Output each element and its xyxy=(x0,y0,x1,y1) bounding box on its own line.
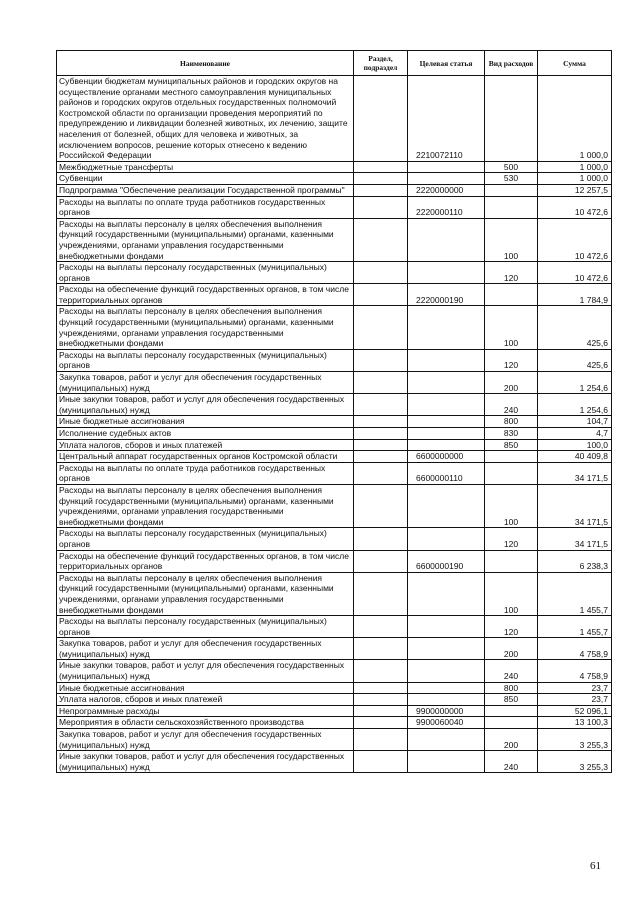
row-article-cell xyxy=(408,428,485,440)
table-row xyxy=(57,218,612,261)
row-name-cell: Иные закупки товаров, работ и услуг для обеспечения государственных (муниципальных) нужд xyxy=(57,394,354,416)
table-row xyxy=(57,717,612,729)
table-header-row xyxy=(57,51,612,76)
row-article-cell: 9900000000 xyxy=(408,705,485,717)
row-section-cell xyxy=(354,161,408,173)
row-section-cell xyxy=(354,751,408,773)
row-section-cell xyxy=(354,572,408,615)
row-kind-cell: 100 xyxy=(485,484,538,527)
row-name-cell: Расходы на выплаты по оплате труда работников государственных органов xyxy=(57,196,354,218)
row-section-cell xyxy=(354,284,408,306)
row-kind-cell xyxy=(485,717,538,729)
row-section-cell xyxy=(354,394,408,416)
row-kind-cell: 120 xyxy=(485,616,538,638)
row-sum-cell: 52 096,1 xyxy=(538,705,612,717)
row-name-cell: Уплата налогов, сборов и иных платежей xyxy=(57,439,354,451)
table-row xyxy=(57,394,612,416)
row-sum-cell: 4 758,9 xyxy=(538,660,612,682)
row-kind-cell xyxy=(485,705,538,717)
row-article-cell: 6600000190 xyxy=(408,550,485,572)
row-sum-cell: 4,7 xyxy=(538,428,612,440)
row-kind-cell xyxy=(485,76,538,162)
header-name: Наименование xyxy=(57,51,354,76)
table-row xyxy=(57,751,612,773)
row-sum-cell: 1 455,7 xyxy=(538,616,612,638)
row-section-cell xyxy=(354,372,408,394)
row-article-cell xyxy=(408,394,485,416)
row-sum-cell: 1 000,0 xyxy=(538,161,612,173)
row-article-cell xyxy=(408,416,485,428)
row-section-cell xyxy=(354,218,408,261)
header-sum: Сумма xyxy=(538,51,612,76)
row-name-cell: Уплата налогов, сборов и иных платежей xyxy=(57,694,354,706)
row-sum-cell: 40 409,8 xyxy=(538,451,612,463)
row-article-cell: 6600000110 xyxy=(408,462,485,484)
table-row xyxy=(57,184,612,196)
row-section-cell xyxy=(354,717,408,729)
row-section-cell xyxy=(354,550,408,572)
table-row xyxy=(57,729,612,751)
row-kind-cell xyxy=(485,284,538,306)
row-sum-cell: 6 238,3 xyxy=(538,550,612,572)
table-row xyxy=(57,638,612,660)
row-kind-cell xyxy=(485,451,538,463)
table-row xyxy=(57,262,612,284)
row-name-cell: Иные бюджетные ассигнования xyxy=(57,416,354,428)
row-article-cell: 2210072110 xyxy=(408,76,485,162)
table-row xyxy=(57,428,612,440)
row-sum-cell: 10 472,6 xyxy=(538,262,612,284)
row-sum-cell: 1 784,9 xyxy=(538,284,612,306)
table-row xyxy=(57,306,612,349)
row-kind-cell: 240 xyxy=(485,394,538,416)
row-sum-cell: 34 171,5 xyxy=(538,462,612,484)
row-name-cell: Расходы на выплаты по оплате труда работников государственных органов xyxy=(57,462,354,484)
row-sum-cell: 1 000,0 xyxy=(538,76,612,162)
row-kind-cell: 850 xyxy=(485,439,538,451)
budget-table xyxy=(56,50,612,773)
row-kind-cell xyxy=(485,462,538,484)
row-article-cell: 2220000190 xyxy=(408,284,485,306)
row-section-cell xyxy=(354,694,408,706)
row-article-cell xyxy=(408,218,485,261)
row-section-cell xyxy=(354,660,408,682)
row-article-cell: 6600000000 xyxy=(408,451,485,463)
table-row xyxy=(57,616,612,638)
row-article-cell xyxy=(408,694,485,706)
table-row xyxy=(57,173,612,185)
row-sum-cell: 34 171,5 xyxy=(538,528,612,550)
header-section: Раздел, подраздел xyxy=(354,51,408,76)
row-section-cell xyxy=(354,638,408,660)
table-row xyxy=(57,372,612,394)
row-sum-cell: 3 255,3 xyxy=(538,729,612,751)
row-article-cell xyxy=(408,372,485,394)
row-article-cell xyxy=(408,439,485,451)
row-sum-cell: 425,6 xyxy=(538,306,612,349)
table-row xyxy=(57,349,612,371)
row-kind-cell: 200 xyxy=(485,372,538,394)
row-name-cell: Расходы на выплаты персоналу государственных (муниципальных) органов xyxy=(57,616,354,638)
row-name-cell: Непрограммные расходы xyxy=(57,705,354,717)
row-name-cell: Исполнение судебных актов xyxy=(57,428,354,440)
row-article-cell xyxy=(408,616,485,638)
row-name-cell: Иные закупки товаров, работ и услуг для обеспечения государственных (муниципальных) нужд xyxy=(57,660,354,682)
row-section-cell xyxy=(354,184,408,196)
row-sum-cell: 23,7 xyxy=(538,682,612,694)
row-kind-cell: 800 xyxy=(485,682,538,694)
row-section-cell xyxy=(354,682,408,694)
row-article-cell xyxy=(408,306,485,349)
row-name-cell: Иные закупки товаров, работ и услуг для обеспечения государственных (муниципальных) нужд xyxy=(57,751,354,773)
table-row xyxy=(57,572,612,615)
row-sum-cell: 1 000,0 xyxy=(538,173,612,185)
row-name-cell: Расходы на выплаты персоналу в целях обеспечения выполнения функций государственными (муниципальными) органами, казенными учреждениями, органами управления государственными внебюджетными фондами xyxy=(57,306,354,349)
row-kind-cell: 240 xyxy=(485,751,538,773)
row-section-cell xyxy=(354,173,408,185)
row-article-cell xyxy=(408,161,485,173)
row-section-cell xyxy=(354,616,408,638)
row-kind-cell: 500 xyxy=(485,161,538,173)
row-section-cell xyxy=(354,451,408,463)
row-kind-cell: 120 xyxy=(485,349,538,371)
row-section-cell xyxy=(354,439,408,451)
row-kind-cell: 850 xyxy=(485,694,538,706)
row-kind-cell: 100 xyxy=(485,218,538,261)
row-kind-cell: 120 xyxy=(485,528,538,550)
row-kind-cell: 100 xyxy=(485,572,538,615)
row-section-cell xyxy=(354,76,408,162)
table-row xyxy=(57,416,612,428)
row-kind-cell: 200 xyxy=(485,729,538,751)
row-article-cell xyxy=(408,729,485,751)
row-section-cell xyxy=(354,416,408,428)
row-sum-cell: 13 100,3 xyxy=(538,717,612,729)
row-name-cell: Мероприятия в области сельскохозяйственного производства xyxy=(57,717,354,729)
header-kind: Вид расходов xyxy=(485,51,538,76)
row-sum-cell: 10 472,6 xyxy=(538,218,612,261)
row-sum-cell: 4 758,9 xyxy=(538,638,612,660)
row-name-cell: Субвенции бюджетам муниципальных районов и городских округов на осуществление органами местного самоуправления муниципальных районов и городских округов отдельных государственных полномочий Костромской области по организации проведения мероприятий по предупреждению и ликвидации болезней животных, их лечению, защите населения от болезней, общих для человека и животных, за исключением вопросов, решение которых отнесено к ведению Российской Федерации xyxy=(57,76,354,162)
row-section-cell xyxy=(354,729,408,751)
row-name-cell: Расходы на выплаты персоналу в целях обеспечения выполнения функций государственными (муниципальными) органами, казенными учреждениями, органами управления государственными внебюджетными фондами xyxy=(57,572,354,615)
row-name-cell: Иные бюджетные ассигнования xyxy=(57,682,354,694)
row-article-cell xyxy=(408,638,485,660)
table-body xyxy=(57,76,612,773)
row-kind-cell xyxy=(485,550,538,572)
row-article-cell: 9900060040 xyxy=(408,717,485,729)
row-kind-cell: 200 xyxy=(485,638,538,660)
row-article-cell xyxy=(408,262,485,284)
table-row xyxy=(57,462,612,484)
row-name-cell: Межбюджетные трансферты xyxy=(57,161,354,173)
table-row xyxy=(57,694,612,706)
row-sum-cell: 10 472,6 xyxy=(538,196,612,218)
row-name-cell: Центральный аппарат государственных органов Костромской области xyxy=(57,451,354,463)
row-article-cell xyxy=(408,349,485,371)
row-name-cell: Субвенции xyxy=(57,173,354,185)
table-row xyxy=(57,439,612,451)
table-row xyxy=(57,196,612,218)
row-section-cell xyxy=(354,262,408,284)
row-kind-cell: 830 xyxy=(485,428,538,440)
row-article-cell xyxy=(408,660,485,682)
row-name-cell: Расходы на выплаты персоналу государственных (муниципальных) органов xyxy=(57,262,354,284)
row-kind-cell: 100 xyxy=(485,306,538,349)
row-name-cell: Расходы на выплаты персоналу в целях обеспечения выполнения функций государственными (муниципальными) органами, казенными учреждениями, органами управления государственными внебюджетными фондами xyxy=(57,218,354,261)
row-section-cell xyxy=(354,349,408,371)
row-sum-cell: 100,0 xyxy=(538,439,612,451)
table-row xyxy=(57,484,612,527)
header-article: Целевая статья xyxy=(408,51,485,76)
row-article-cell xyxy=(408,682,485,694)
row-sum-cell: 23,7 xyxy=(538,694,612,706)
row-name-cell: Подпрограмма "Обеспечение реализации Государственной программы" xyxy=(57,184,354,196)
row-section-cell xyxy=(354,705,408,717)
row-article-cell xyxy=(408,751,485,773)
row-section-cell xyxy=(354,428,408,440)
row-sum-cell: 34 171,5 xyxy=(538,484,612,527)
row-section-cell xyxy=(354,306,408,349)
table-row xyxy=(57,76,612,162)
row-kind-cell: 240 xyxy=(485,660,538,682)
table-row xyxy=(57,161,612,173)
row-name-cell: Расходы на выплаты персоналу в целях обеспечения выполнения функций государственными (муниципальными) органами, казенными учреждениями, органами управления государственными внебюджетными фондами xyxy=(57,484,354,527)
row-sum-cell: 1 254,6 xyxy=(538,394,612,416)
row-article-cell xyxy=(408,572,485,615)
table-row xyxy=(57,451,612,463)
row-section-cell xyxy=(354,196,408,218)
table-row xyxy=(57,528,612,550)
row-article-cell: 2220000110 xyxy=(408,196,485,218)
row-kind-cell xyxy=(485,196,538,218)
row-kind-cell: 530 xyxy=(485,173,538,185)
row-name-cell: Расходы на обеспечение функций государственных органов, в том числе территориальных органов xyxy=(57,550,354,572)
row-kind-cell: 120 xyxy=(485,262,538,284)
row-sum-cell: 425,6 xyxy=(538,349,612,371)
row-name-cell: Закупка товаров, работ и услуг для обеспечения государственных (муниципальных) нужд xyxy=(57,729,354,751)
row-sum-cell: 1 455,7 xyxy=(538,572,612,615)
row-sum-cell: 1 254,6 xyxy=(538,372,612,394)
row-kind-cell: 800 xyxy=(485,416,538,428)
row-article-cell xyxy=(408,173,485,185)
row-name-cell: Расходы на обеспечение функций государственных органов, в том числе территориальных органов xyxy=(57,284,354,306)
row-sum-cell: 3 255,3 xyxy=(538,751,612,773)
table-row xyxy=(57,284,612,306)
page-number: 61 xyxy=(590,860,601,872)
row-section-cell xyxy=(354,462,408,484)
row-section-cell xyxy=(354,484,408,527)
row-name-cell: Закупка товаров, работ и услуг для обеспечения государственных (муниципальных) нужд xyxy=(57,638,354,660)
row-kind-cell xyxy=(485,184,538,196)
table-row xyxy=(57,682,612,694)
row-name-cell: Расходы на выплаты персоналу государственных (муниципальных) органов xyxy=(57,528,354,550)
row-sum-cell: 104,7 xyxy=(538,416,612,428)
row-name-cell: Закупка товаров, работ и услуг для обеспечения государственных (муниципальных) нужд xyxy=(57,372,354,394)
table-row xyxy=(57,550,612,572)
row-name-cell: Расходы на выплаты персоналу государственных (муниципальных) органов xyxy=(57,349,354,371)
row-article-cell xyxy=(408,484,485,527)
table-row xyxy=(57,660,612,682)
row-sum-cell: 12 257,5 xyxy=(538,184,612,196)
row-article-cell: 2220000000 xyxy=(408,184,485,196)
table-row xyxy=(57,705,612,717)
row-section-cell xyxy=(354,528,408,550)
row-article-cell xyxy=(408,528,485,550)
